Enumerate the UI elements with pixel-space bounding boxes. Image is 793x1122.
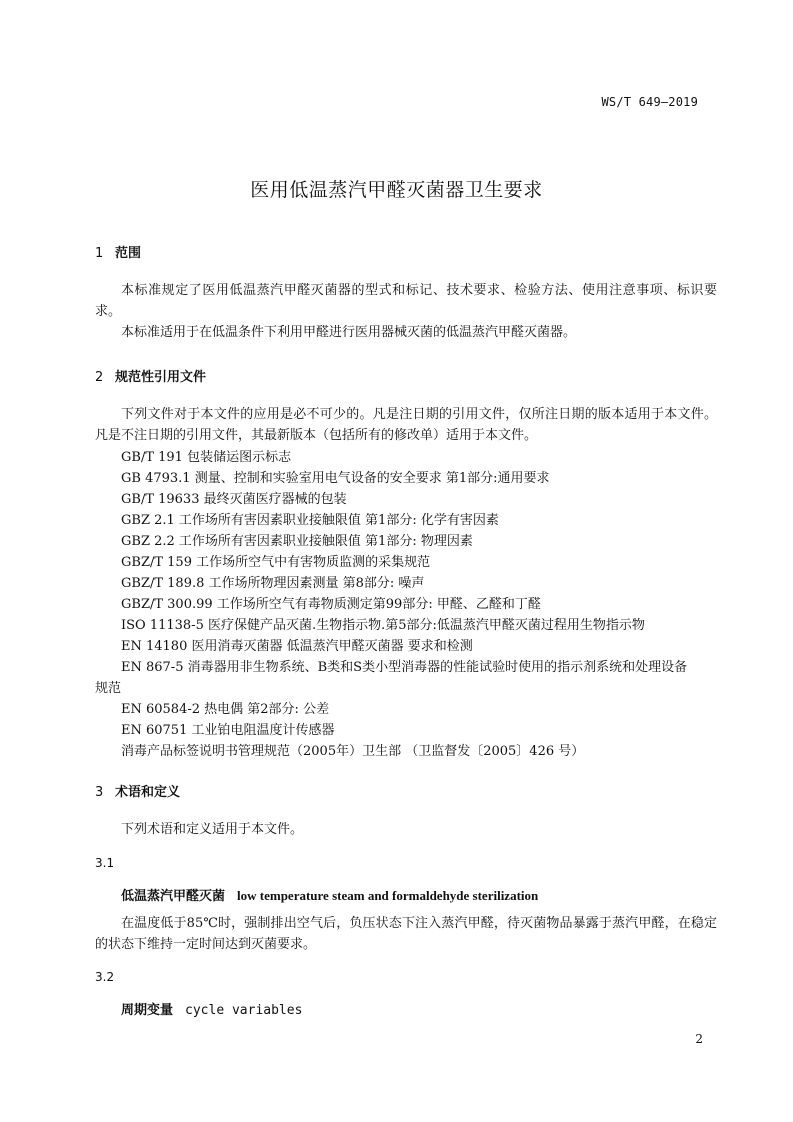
term-entry — [121, 885, 538, 904]
reference-item: EN 60751 工业铂电阻温度计传感器 — [121, 723, 335, 738]
term-english: low temperature steam and formaldehyde sterilization — [237, 888, 539, 903]
reference-item: GB/T 19633 最终灭菌医疗器械的包装 — [121, 492, 347, 507]
scope-paragraph-2: 本标准适用于在低温条件下利用甲醛进行医用器械灭菌的低温蒸汽甲醛灭菌器。 — [121, 325, 577, 340]
section-1-heading — [95, 242, 141, 261]
reference-item: EN 60584-2 热电偶 第2部分: 公差 — [121, 702, 330, 717]
term-chinese: 周期变量 — [121, 1003, 174, 1018]
document-title: 医用低温蒸汽甲醛灭菌器卫生要求 — [250, 179, 543, 201]
term-english: cycle variables — [185, 1003, 303, 1018]
reference-item: ISO 11138-5 医疗保健产品灭菌.生物指示物.第5部分:低温蒸汽甲醛灭菌过程用生物指示物 — [121, 618, 645, 633]
section-3-heading — [95, 781, 180, 800]
reference-item: EN 14180 医用消毒灭菌器 低温蒸汽甲醛灭菌器 要求和检测 — [121, 639, 473, 654]
reference-item: GBZ/T 300.99 工作场所空气有毒物质测定第99部分: 甲醛、乙醛和丁醛 — [121, 597, 541, 612]
page-number: 2 — [695, 1032, 703, 1046]
references-intro: 下列文件对于本文件的应用是必不可少的。凡是注日期的引用文件，仅所注日期的版本适用于本文件。凡是不注日期的引用文件，其最新版本（包括所有的修改单）适用于本文件。 — [95, 407, 717, 443]
clause-number: 3.2 — [95, 970, 115, 984]
reference-item: GB 4793.1 测量、控制和实验室用电气设备的安全要求 第1部分:通用要求 — [121, 471, 550, 486]
section-number: 3 — [95, 785, 104, 800]
document-code: WS/T 649—2019 — [601, 95, 698, 109]
reference-item: 消毒产品标签说明书管理规范（2005年）卫生部 （卫监督发〔2005〕426 号） — [121, 744, 585, 759]
section-title: 规范性引用文件 — [115, 370, 207, 385]
reference-item: GB/T 191 包装储运图示标志 — [121, 450, 292, 465]
reference-item: GBZ 2.1 工作场所有害因素职业接触限值 第1部分: 化学有害因素 — [121, 513, 499, 528]
section-number: 1 — [95, 246, 104, 261]
section-title: 范围 — [115, 246, 142, 261]
term-entry — [121, 999, 302, 1018]
reference-item-continuation: 规范 — [95, 681, 122, 696]
section-title: 术语和定义 — [115, 785, 181, 800]
clause-number: 3.1 — [95, 856, 115, 870]
reference-item: GBZ/T 189.8 工作场所物理因素测量 第8部分: 噪声 — [121, 576, 425, 591]
section-number: 2 — [95, 370, 104, 385]
scope-paragraph-1: 本标准规定了医用低温蒸汽甲醛灭菌器的型式和标记、技术要求、检验方法、使用注意事项、标识要求。 — [95, 283, 717, 319]
reference-item: GBZ/T 159 工作场所空气中有害物质监测的采集规范 — [121, 555, 431, 570]
term-definition: 在温度低于85℃时，强制排出空气后，负压状态下注入蒸汽甲醛，待灭菌物品暴露于蒸汽甲醛，在稳定的状态下维持一定时间达到灭菌要求。 — [95, 916, 717, 952]
term-chinese: 低温蒸汽甲醛灭菌 — [121, 889, 226, 904]
section-2-heading — [95, 366, 206, 385]
reference-item: EN 867-5 消毒器用非生物系统、B类和S类小型消毒器的性能试验时使用的指示剂系统和处理设备 — [121, 660, 688, 675]
reference-item: GBZ 2.2 工作场所有害因素职业接触限值 第1部分: 物理因素 — [121, 534, 473, 549]
terms-intro: 下列术语和定义适用于本文件。 — [121, 822, 304, 837]
